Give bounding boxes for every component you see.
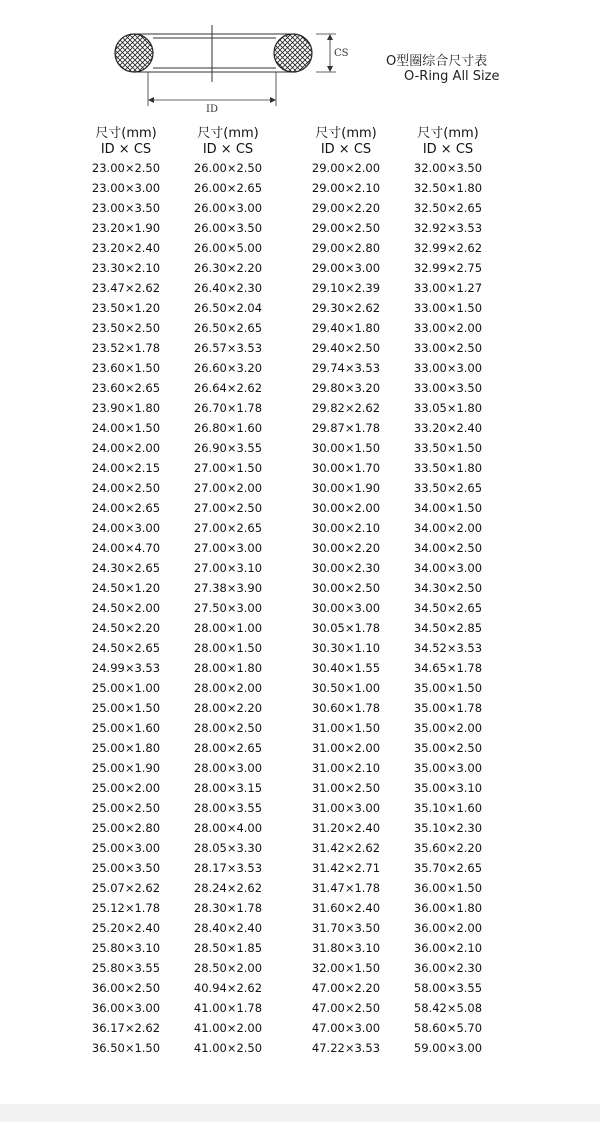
table-row [0, 1021, 600, 1041]
size-cell: 24.00×2.50 [91, 481, 161, 495]
size-cell: 26.50×2.65 [193, 321, 263, 335]
table-row [0, 321, 600, 341]
size-cell: 25.00×3.00 [91, 841, 161, 855]
size-cell: 27.00×3.10 [193, 561, 263, 575]
size-cell: 33.50×1.80 [413, 461, 483, 475]
table-row [0, 341, 600, 361]
size-cell: 28.00×3.00 [193, 761, 263, 775]
size-cell: 35.60×2.20 [413, 841, 483, 855]
cs-label: CS [334, 48, 349, 59]
size-cell: 29.00×2.80 [311, 241, 381, 255]
size-cell: 28.00×2.50 [193, 721, 263, 735]
size-cell: 30.30×1.10 [311, 641, 381, 655]
size-cell: 27.00×2.00 [193, 481, 263, 495]
size-cell: 30.00×3.00 [311, 601, 381, 615]
size-cell: 34.30×2.50 [413, 581, 483, 595]
table-row [0, 641, 600, 661]
size-cell: 26.90×3.55 [193, 441, 263, 455]
size-cell: 31.47×1.78 [311, 881, 381, 895]
table-row [0, 941, 600, 961]
size-cell: 26.50×2.04 [193, 301, 263, 315]
size-cell: 29.87×1.78 [311, 421, 381, 435]
size-cell: 29.00×2.50 [311, 221, 381, 235]
table-row [0, 221, 600, 241]
size-cell: 29.74×3.53 [311, 361, 381, 375]
size-cell: 24.50×2.65 [91, 641, 161, 655]
size-cell: 24.00×2.65 [91, 501, 161, 515]
size-cell: 36.00×2.00 [413, 921, 483, 935]
size-cell: 25.00×1.50 [91, 701, 161, 715]
header-cn-4: 尺寸(mm) [417, 126, 479, 141]
size-cell: 29.82×2.62 [311, 401, 381, 415]
size-cell: 31.80×3.10 [311, 941, 381, 955]
size-cell: 35.10×2.30 [413, 821, 483, 835]
size-cell: 28.00×3.15 [193, 781, 263, 795]
size-cell: 25.00×3.50 [91, 861, 161, 875]
size-cell: 24.00×1.50 [91, 421, 161, 435]
size-cell: 35.00×3.00 [413, 761, 483, 775]
size-cell: 32.99×2.75 [413, 261, 483, 275]
size-cell: 31.00×3.00 [311, 801, 381, 815]
o-ring-diagram [0, 0, 600, 120]
size-cell: 25.00×2.50 [91, 801, 161, 815]
size-cell: 27.00×2.50 [193, 501, 263, 515]
size-cell: 33.00×2.00 [413, 321, 483, 335]
size-cell: 28.00×1.80 [193, 661, 263, 675]
table-row [0, 521, 600, 541]
size-cell: 26.60×3.20 [193, 361, 263, 375]
size-cell: 30.00×1.70 [311, 461, 381, 475]
size-cell: 41.00×2.50 [193, 1041, 263, 1055]
size-cell: 25.00×1.80 [91, 741, 161, 755]
size-cell: 32.50×1.80 [413, 181, 483, 195]
size-cell: 32.50×2.65 [413, 201, 483, 215]
table-row [0, 861, 600, 881]
size-cell: 36.00×2.30 [413, 961, 483, 975]
table-row [0, 441, 600, 461]
size-cell: 36.00×2.50 [91, 981, 161, 995]
size-cell: 27.00×1.50 [193, 461, 263, 475]
table-row [0, 381, 600, 401]
size-cell: 28.40×2.40 [193, 921, 263, 935]
size-cell: 36.17×2.62 [91, 1021, 161, 1035]
size-cell: 41.00×1.78 [193, 1001, 263, 1015]
header-cn-3: 尺寸(mm) [315, 126, 377, 141]
size-cell: 30.00×2.30 [311, 561, 381, 575]
size-cell: 27.00×3.00 [193, 541, 263, 555]
size-cell: 26.40×2.30 [193, 281, 263, 295]
size-cell: 30.00×1.50 [311, 441, 381, 455]
size-cell: 34.65×1.78 [413, 661, 483, 675]
table-row [0, 581, 600, 601]
size-cell: 23.90×1.80 [91, 401, 161, 415]
size-cell: 28.05×3.30 [193, 841, 263, 855]
size-cell: 25.07×2.62 [91, 881, 161, 895]
table-row [0, 561, 600, 581]
size-cell: 35.00×3.10 [413, 781, 483, 795]
table-header-cn [0, 122, 600, 142]
size-cell: 28.50×1.85 [193, 941, 263, 955]
size-cell: 32.92×3.53 [413, 221, 483, 235]
size-cell: 24.99×3.53 [91, 661, 161, 675]
size-cell: 34.50×2.65 [413, 601, 483, 615]
size-cell: 28.30×1.78 [193, 901, 263, 915]
size-cell: 28.00×2.65 [193, 741, 263, 755]
size-cell: 29.40×1.80 [311, 321, 381, 335]
size-cell: 26.00×2.65 [193, 181, 263, 195]
table-row [0, 601, 600, 621]
size-cell: 28.00×2.00 [193, 681, 263, 695]
size-cell: 23.00×3.00 [91, 181, 161, 195]
table-row [0, 761, 600, 781]
size-cell: 25.80×3.10 [91, 941, 161, 955]
bottom-band [0, 1104, 600, 1122]
size-cell: 36.00×1.50 [413, 881, 483, 895]
table-row [0, 461, 600, 481]
size-cell: 30.00×1.90 [311, 481, 381, 495]
size-cell: 30.50×1.00 [311, 681, 381, 695]
size-cell: 35.70×2.65 [413, 861, 483, 875]
size-cell: 23.52×1.78 [91, 341, 161, 355]
size-cell: 26.64×2.62 [193, 381, 263, 395]
table-row [0, 921, 600, 941]
table-row [0, 401, 600, 421]
table-row [0, 281, 600, 301]
table-row [0, 421, 600, 441]
table-row [0, 961, 600, 981]
size-cell: 59.00×3.00 [413, 1041, 483, 1055]
size-cell: 36.50×1.50 [91, 1041, 161, 1055]
size-cell: 24.50×2.00 [91, 601, 161, 615]
size-cell: 30.60×1.78 [311, 701, 381, 715]
size-cell: 29.00×2.00 [311, 161, 381, 175]
table-row [0, 201, 600, 221]
table-row [0, 301, 600, 321]
size-cell: 29.10×2.39 [311, 281, 381, 295]
table-row [0, 181, 600, 201]
size-cell: 24.50×1.20 [91, 581, 161, 595]
size-cell: 25.20×2.40 [91, 921, 161, 935]
size-cell: 25.00×1.60 [91, 721, 161, 735]
size-cell: 34.00×1.50 [413, 501, 483, 515]
size-cell: 23.00×2.50 [91, 161, 161, 175]
table-row [0, 361, 600, 381]
size-cell: 26.57×3.53 [193, 341, 263, 355]
size-cell: 27.00×2.65 [193, 521, 263, 535]
size-cell: 28.17×3.53 [193, 861, 263, 875]
size-cell: 26.00×2.50 [193, 161, 263, 175]
table-row [0, 161, 600, 181]
size-cell: 28.00×1.50 [193, 641, 263, 655]
size-cell: 23.60×2.65 [91, 381, 161, 395]
size-cell: 23.60×1.50 [91, 361, 161, 375]
table-row [0, 901, 600, 921]
size-cell: 25.12×1.78 [91, 901, 161, 915]
size-cell: 33.05×1.80 [413, 401, 483, 415]
table-row [0, 1001, 600, 1021]
size-cell: 29.30×2.62 [311, 301, 381, 315]
size-cell: 30.00×2.10 [311, 521, 381, 535]
size-cell: 34.00×2.00 [413, 521, 483, 535]
size-cell: 24.50×2.20 [91, 621, 161, 635]
size-cell: 34.00×2.50 [413, 541, 483, 555]
size-cell: 30.00×2.00 [311, 501, 381, 515]
size-cell: 29.00×2.10 [311, 181, 381, 195]
table-row [0, 501, 600, 521]
size-cell: 27.38×3.90 [193, 581, 263, 595]
table-row [0, 481, 600, 501]
size-cell: 28.00×3.55 [193, 801, 263, 815]
table-row [0, 681, 600, 701]
header-en-4: ID × CS [422, 142, 474, 157]
header-cn-2: 尺寸(mm) [197, 126, 259, 141]
right-cross-section [274, 34, 312, 72]
size-cell: 34.00×3.00 [413, 561, 483, 575]
size-cell: 58.42×5.08 [413, 1001, 483, 1015]
size-cell: 26.70×1.78 [193, 401, 263, 415]
table-row [0, 1041, 600, 1061]
table-row [0, 701, 600, 721]
size-cell: 29.00×3.00 [311, 261, 381, 275]
size-cell: 35.00×2.00 [413, 721, 483, 735]
size-cell: 32.99×2.62 [413, 241, 483, 255]
title-en: O-Ring All Size [404, 69, 500, 84]
size-cell: 34.50×2.85 [413, 621, 483, 635]
size-cell: 26.30×2.20 [193, 261, 263, 275]
size-cell: 31.00×2.50 [311, 781, 381, 795]
table-row [0, 241, 600, 261]
size-cell: 28.00×2.20 [193, 701, 263, 715]
table-row [0, 841, 600, 861]
size-cell: 23.47×2.62 [91, 281, 161, 295]
size-cell: 23.50×2.50 [91, 321, 161, 335]
size-cell: 28.50×2.00 [193, 961, 263, 975]
size-cell: 31.60×2.40 [311, 901, 381, 915]
size-cell: 58.60×5.70 [413, 1021, 483, 1035]
table-row [0, 621, 600, 641]
size-cell: 35.10×1.60 [413, 801, 483, 815]
table-row [0, 821, 600, 841]
size-cell: 27.50×3.00 [193, 601, 263, 615]
size-cell: 33.20×2.40 [413, 421, 483, 435]
size-cell: 23.50×1.20 [91, 301, 161, 315]
size-cell: 28.24×2.62 [193, 881, 263, 895]
size-cell: 33.00×1.50 [413, 301, 483, 315]
size-cell: 47.00×3.00 [311, 1021, 381, 1035]
size-cell: 35.00×1.50 [413, 681, 483, 695]
size-cell: 24.00×4.70 [91, 541, 161, 555]
size-cell: 29.40×2.50 [311, 341, 381, 355]
size-cell: 32.00×3.50 [413, 161, 483, 175]
size-cell: 23.00×3.50 [91, 201, 161, 215]
size-cell: 36.00×3.00 [91, 1001, 161, 1015]
size-cell: 33.50×2.65 [413, 481, 483, 495]
table-row [0, 881, 600, 901]
table-row [0, 721, 600, 741]
size-cell: 26.00×3.00 [193, 201, 263, 215]
size-cell: 30.00×2.50 [311, 581, 381, 595]
size-cell: 33.00×2.50 [413, 341, 483, 355]
size-cell: 25.00×2.80 [91, 821, 161, 835]
table-row [0, 261, 600, 281]
size-cell: 31.70×3.50 [311, 921, 381, 935]
table-row [0, 781, 600, 801]
table-row [0, 541, 600, 561]
table-row [0, 801, 600, 821]
size-cell: 34.52×3.53 [413, 641, 483, 655]
size-cell: 30.40×1.55 [311, 661, 381, 675]
size-cell: 47.00×2.20 [311, 981, 381, 995]
size-cell: 23.30×2.10 [91, 261, 161, 275]
size-cell: 31.00×2.00 [311, 741, 381, 755]
table-row [0, 741, 600, 761]
header-en-2: ID × CS [202, 142, 254, 157]
size-cell: 25.80×3.55 [91, 961, 161, 975]
table-row [0, 981, 600, 1001]
size-cell: 33.00×3.50 [413, 381, 483, 395]
size-cell: 25.00×2.00 [91, 781, 161, 795]
size-cell: 29.00×2.20 [311, 201, 381, 215]
table-row [0, 661, 600, 681]
size-cell: 25.00×1.90 [91, 761, 161, 775]
size-cell: 24.00×2.15 [91, 461, 161, 475]
size-cell: 35.00×2.50 [413, 741, 483, 755]
size-cell: 31.42×2.71 [311, 861, 381, 875]
left-cross-section [115, 34, 153, 72]
size-cell: 41.00×2.00 [193, 1021, 263, 1035]
size-cell: 25.00×1.00 [91, 681, 161, 695]
size-cell: 31.00×1.50 [311, 721, 381, 735]
header-en-1: ID × CS [100, 142, 152, 157]
size-cell: 33.00×1.27 [413, 281, 483, 295]
size-cell: 47.22×3.53 [311, 1041, 381, 1055]
size-cell: 47.00×2.50 [311, 1001, 381, 1015]
size-cell: 26.80×1.60 [193, 421, 263, 435]
size-cell: 30.05×1.78 [311, 621, 381, 635]
size-cell: 36.00×2.10 [413, 941, 483, 955]
size-cell: 35.00×1.78 [413, 701, 483, 715]
size-cell: 28.00×4.00 [193, 821, 263, 835]
size-cell: 33.50×1.50 [413, 441, 483, 455]
size-cell: 29.80×3.20 [311, 381, 381, 395]
header-cn-1: 尺寸(mm) [95, 126, 157, 141]
size-cell: 24.00×3.00 [91, 521, 161, 535]
size-cell: 36.00×1.80 [413, 901, 483, 915]
size-cell: 26.00×5.00 [193, 241, 263, 255]
size-cell: 26.00×3.50 [193, 221, 263, 235]
header-en-3: ID × CS [320, 142, 372, 157]
size-cell: 30.00×2.20 [311, 541, 381, 555]
size-cell: 31.00×2.10 [311, 761, 381, 775]
size-cell: 28.00×1.00 [193, 621, 263, 635]
size-cell: 31.20×2.40 [311, 821, 381, 835]
title-cn: O型圈综合尺寸表 [386, 54, 488, 69]
size-cell: 24.30×2.65 [91, 561, 161, 575]
size-cell: 33.00×3.00 [413, 361, 483, 375]
size-cell: 32.00×1.50 [311, 961, 381, 975]
size-cell: 23.20×2.40 [91, 241, 161, 255]
id-label: ID [206, 104, 218, 115]
size-cell: 58.00×3.55 [413, 981, 483, 995]
size-cell: 24.00×2.00 [91, 441, 161, 455]
table-header-en [0, 142, 600, 162]
size-cell: 31.42×2.62 [311, 841, 381, 855]
size-cell: 23.20×1.90 [91, 221, 161, 235]
size-cell: 40.94×2.62 [193, 981, 263, 995]
